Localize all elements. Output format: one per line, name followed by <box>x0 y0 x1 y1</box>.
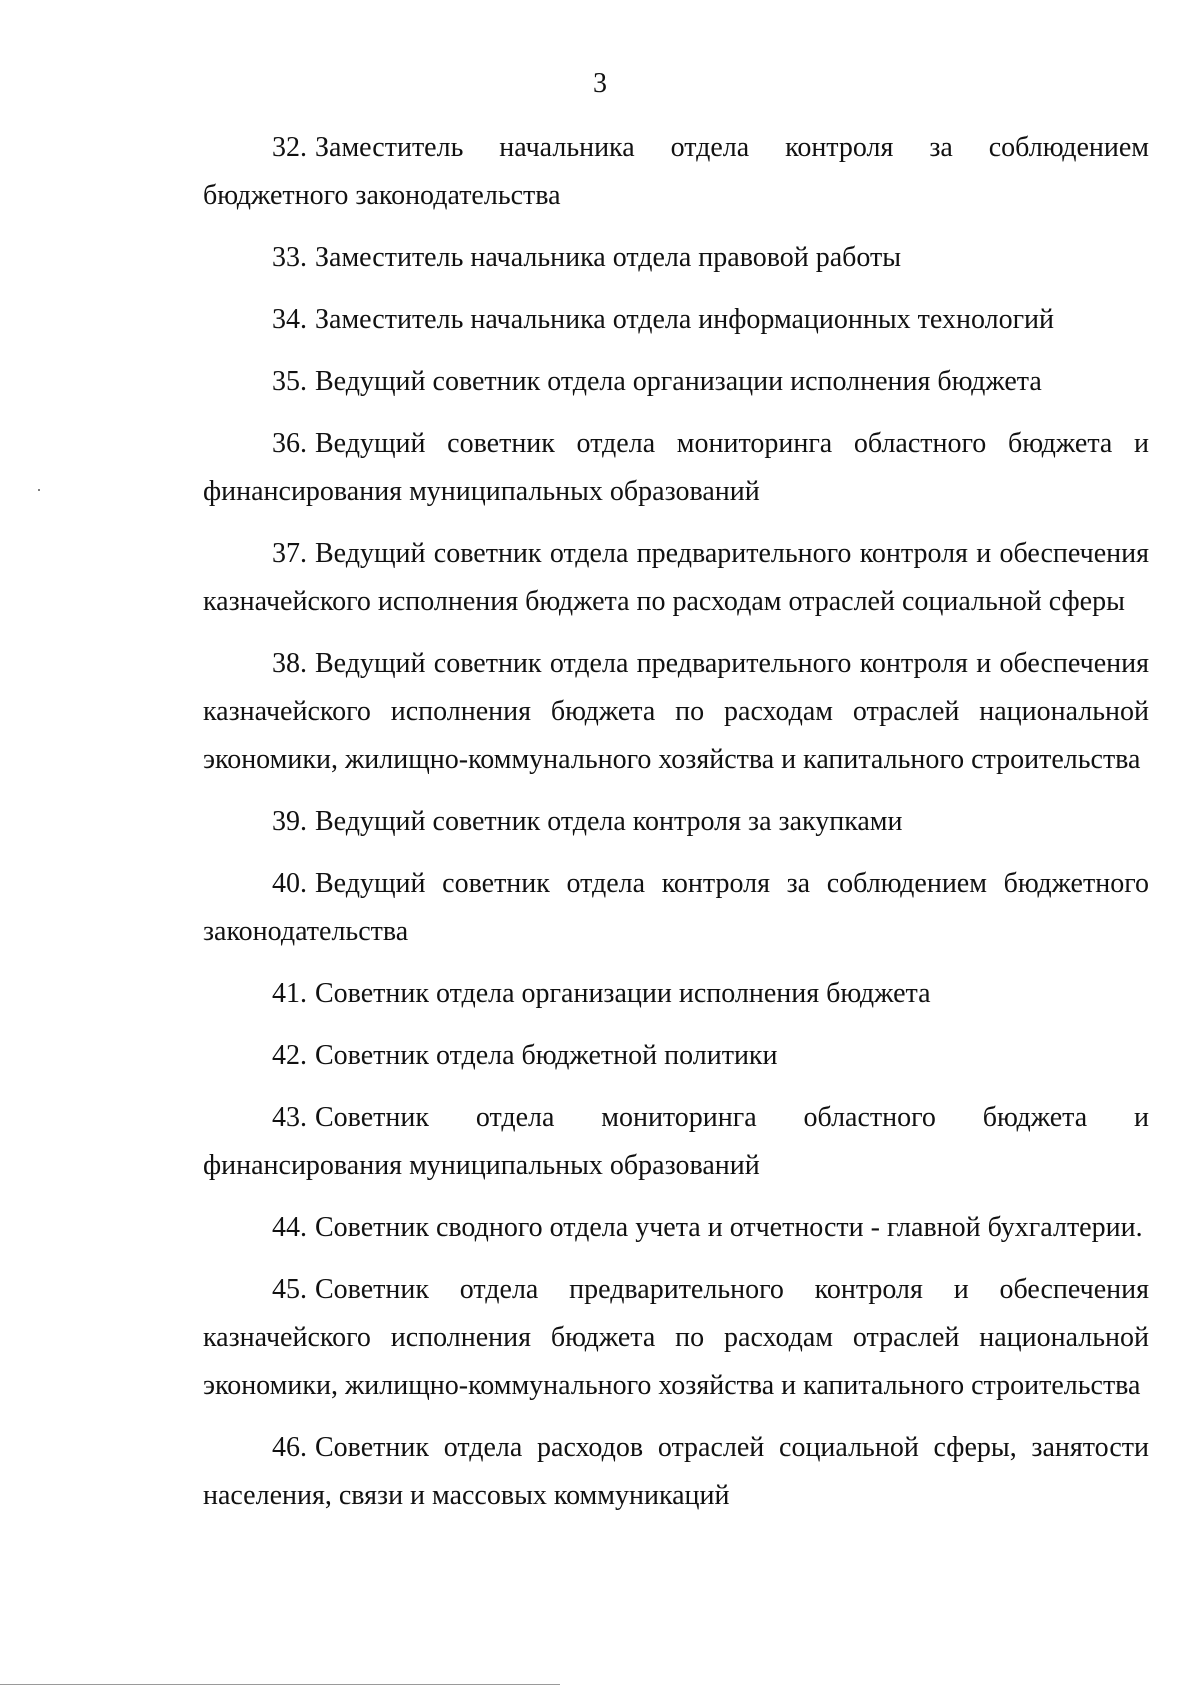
item-text: Ведущий советник отдела контроля за соблюдением бюджетного законодательства <box>203 868 1149 947</box>
list-item <box>203 1266 1149 1410</box>
item-number: 35. <box>272 366 307 397</box>
list-item <box>203 1032 1149 1080</box>
item-number: 45. <box>272 1274 307 1305</box>
list-item <box>203 860 1149 956</box>
list-item <box>203 530 1149 626</box>
item-number: 37. <box>272 538 307 569</box>
item-number: 46. <box>272 1432 307 1463</box>
item-number: 38. <box>272 648 307 679</box>
list-item <box>203 296 1149 344</box>
item-text: Заместитель начальника отдела информационных технологий <box>315 304 1055 335</box>
item-text: Советник отдела расходов отраслей социальной сферы, занятости населения, связи и массовых коммуникаций <box>203 1432 1149 1511</box>
item-text: Ведущий советник отдела мониторинга областного бюджета и финансирования муниципальных образований <box>203 428 1149 507</box>
item-number: 33. <box>272 242 307 273</box>
item-text: Советник отдела организации исполнения бюджета <box>315 978 931 1009</box>
item-text: Советник отдела бюджетной политики <box>315 1040 778 1071</box>
item-text: Советник отдела мониторинга областного бюджета и финансирования муниципальных образований <box>203 1102 1149 1181</box>
item-text: Ведущий советник отдела организации исполнения бюджета <box>315 366 1042 397</box>
position-list <box>203 124 1149 1520</box>
list-item <box>203 420 1149 516</box>
item-text: Ведущий советник отдела предварительного контроля и обеспечения казначейского исполнения бюджета по расходам отраслей социальной сферы <box>203 538 1149 617</box>
item-number: 40. <box>272 868 307 899</box>
item-number: 42. <box>272 1040 307 1071</box>
list-item <box>203 970 1149 1018</box>
scan-edge-line <box>0 1684 560 1685</box>
page-number: 3 <box>593 68 607 99</box>
list-item <box>203 234 1149 282</box>
item-number: 39. <box>272 806 307 837</box>
item-number: 32. <box>272 132 307 163</box>
item-number: 41. <box>272 978 307 1009</box>
list-item <box>203 1204 1149 1252</box>
item-number: 44. <box>272 1212 307 1243</box>
item-text: Заместитель начальника отдела правовой работы <box>315 242 902 273</box>
list-item <box>203 358 1149 406</box>
scan-speck <box>38 489 40 491</box>
list-item <box>203 1424 1149 1520</box>
item-number: 43. <box>272 1102 307 1133</box>
list-item <box>203 640 1149 784</box>
item-text: Ведущий советник отдела предварительного контроля и обеспечения казначейского исполнения бюджета по расходам отраслей национальной экономики, жилищно-коммунального хозяйства и капитального строительства <box>203 648 1149 775</box>
item-text: Советник отдела предварительного контроля и обеспечения казначейского исполнения бюджета по расходам отраслей национальной экономики, жилищно-коммунального хозяйства и капитального строительства <box>203 1274 1149 1401</box>
list-item <box>203 1094 1149 1190</box>
item-number: 34. <box>272 304 307 335</box>
list-item <box>203 798 1149 846</box>
item-number: 36. <box>272 428 307 459</box>
list-item <box>203 124 1149 220</box>
item-text: Заместитель начальника отдела контроля за соблюдением бюджетного законодательства <box>203 132 1149 211</box>
item-text: Ведущий советник отдела контроля за закупками <box>315 806 903 837</box>
item-text: Советник сводного отдела учета и отчетности - главной бухгалтерии. <box>315 1212 1143 1243</box>
